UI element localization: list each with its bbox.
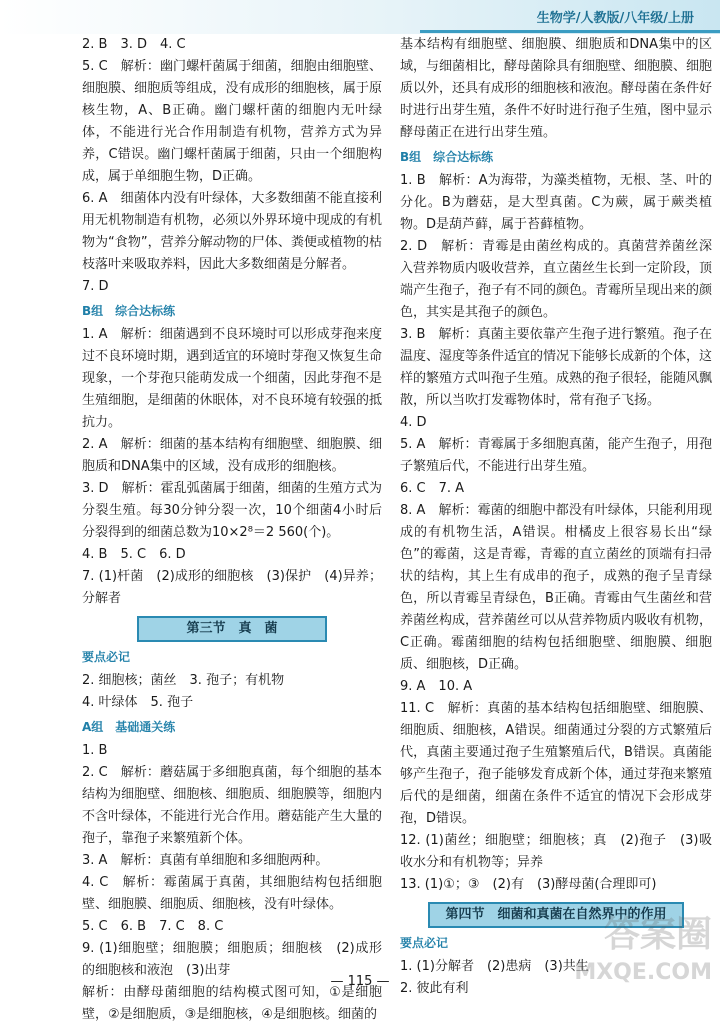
answer-item: 5. A 解析：青霉属于多细胞真菌，能产生孢子，用孢子繁殖后代，不能进行出芽生殖。 bbox=[400, 437, 712, 474]
answer-item: 5. C 解析：幽门螺杆菌属于细菌，细胞由细胞壁、细胞膜、细胞质等组成，没有成形的细胞核，属于原核生物，A、B正确。幽门螺杆菌的细胞内无叶绿体，不能进行光合作用制造有机物，营养方式为异养，C错误。幽门螺杆菌属于细菌，只由一个细胞构成，属于单细胞生物，D正确。 bbox=[82, 59, 382, 184]
section-banner: 第三节 真 菌 bbox=[137, 616, 327, 642]
left-column bbox=[82, 34, 382, 1026]
answer-item: 1. A 解析：细菌遇到不良环境时可以形成芽孢来度过不良环境时期，遇到适宜的环境时芽孢又恢复生命现象，一个芽孢只能萌发成一个细菌，因此芽孢不是生殖细胞，是细菌的休眠体，对不良环境有较强的抵抗力。 bbox=[82, 327, 382, 430]
answer-item: 基本结构有细胞壁、细胞膜、细胞质和DNA集中的区域，与细菌相比，酵母菌除具有细胞壁、细胞膜、细胞质以外，还具有成形的细胞核和液泡。酵母菌在条件好时进行出芽生殖，条件不好时进行孢子生殖，图中显示酵母菌正在进行出芽生殖。 bbox=[400, 37, 713, 140]
answer-item: 1. (1)分解者 (2)患病 (3)共生 bbox=[400, 959, 589, 974]
answer-item: 7. D bbox=[82, 279, 109, 294]
answer-item: 4. 叶绿体 5. 孢子 bbox=[82, 695, 194, 710]
answer-item: 11. C 解析：真菌的基本结构包括细胞壁、细胞膜、细胞质、细胞核，A错误。细菌通过分裂的方式繁殖后代，真菌主要通过孢子生殖繁殖后代，B错误。真菌能够产生孢子，孢子能够发育成新个体，通过芽孢来繁殖后代的是细菌，细菌在条件不适宜的情况下会形成芽孢，D错误。 bbox=[400, 701, 713, 826]
answer-item: 1. B 解析：A为海带，为藻类植物，无根、茎、叶的分化。B为蘑菇，是大型真菌。C为蕨，属于蕨类植物。D是葫芦藓，属于苔藓植物。 bbox=[400, 173, 712, 232]
answer-item: 4. C 解析：霉菌属于真菌，其细胞结构包括细胞壁、细胞膜、细胞质、细胞核，没有叶绿体。 bbox=[82, 875, 382, 912]
header-bar bbox=[420, 30, 720, 33]
answer-item: 7. (1)杆菌 (2)成形的细胞核 (3)保护 (4)异养；分解者 bbox=[82, 569, 382, 606]
watermark bbox=[542, 916, 712, 996]
section-heading: 要点必记 bbox=[82, 650, 131, 664]
answer-item: 2. 细胞核；菌丝 3. 孢子；有机物 bbox=[82, 673, 285, 688]
answer-item: 3. D 解析：霍乱弧菌属于细菌，细菌的生殖方式为分裂生殖。每30分钟分裂一次，10个细菌4小时后分裂得到的细菌总数为10×2⁸＝2 560(个)。 bbox=[82, 481, 382, 540]
answer-item: 2. A 解析：细菌的基本结构有细胞壁、细胞膜、细胞质和DNA集中的区域，没有成形的细胞核。 bbox=[82, 437, 382, 474]
answer-item: 1. B bbox=[82, 743, 108, 758]
header-title: 生物学/人教版/八年级/上册 bbox=[536, 11, 694, 26]
watermark-line2: MXQE.COM bbox=[574, 960, 712, 985]
answer-item: 4. D bbox=[400, 415, 427, 430]
watermark-line1: 答案圈 bbox=[603, 914, 712, 955]
answer-item: 5. C 6. B 7. C 8. C bbox=[82, 919, 224, 934]
answer-item: 2. C 解析：蘑菇属于多细胞真菌，每个细胞的基本结构为细胞壁、细胞核、细胞质、细胞膜等，细胞内不含叶绿体，不能进行光合作用。蘑菇能产生大量的孢子，靠孢子来繁殖新个体。 bbox=[82, 765, 382, 846]
header bbox=[0, 0, 720, 34]
section-heading: A组 基础通关练 bbox=[82, 720, 176, 734]
answer-item: 8. A 解析：霉菌的细胞中都没有叶绿体，只能利用现成的有机物生活，A错误。柑橘皮上很容易长出“绿色”的霉菌，这是青霉，青霉的直立菌丝的顶端有扫帚状的结构，其上生有成串的孢子，成熟的孢子呈青绿色，所以青霉呈青绿色，B正确。青霉由气生菌丝和营养菌丝构成，营养菌丝可以从营养物质内吸收有机物，C正确。霉菌细胞的结构包括细胞壁、细胞膜、细胞质、细胞核，D正确。 bbox=[400, 503, 713, 672]
answer-item: 2. D 解析：青霉是由菌丝构成的。真菌营养菌丝深入营养物质内吸收营养，直立菌丝生长到一定阶段，顶端产生孢子，孢子有不同的颜色。青霉所呈现出来的颜色，其实是其孢子的颜色。 bbox=[400, 239, 713, 320]
answer-item: 13. (1)①；③ (2)有 (3)酵母菌(合理即可) bbox=[400, 877, 657, 892]
answer-item: 6. C 7. A bbox=[400, 481, 465, 496]
answer-item: 9. A 10. A bbox=[400, 679, 473, 694]
answer-item: 4. B 5. C 6. D bbox=[82, 547, 186, 562]
answer-item: 12. (1)菌丝；细胞壁；细胞核；真 (2)孢子 (3)吸收水分和有机物等；异养 bbox=[400, 833, 712, 870]
right-column bbox=[400, 34, 712, 1000]
page-number: — 115 — bbox=[330, 974, 390, 989]
answer-item: 3. A 解析：真菌有单细胞和多细胞两种。 bbox=[82, 853, 329, 868]
section-heading: 要点必记 bbox=[400, 936, 449, 950]
answer-item: 9. (1)细胞壁；细胞膜；细胞质；细胞核 (2)成形的细胞核和液泡 (3)出芽 bbox=[82, 941, 382, 978]
answer-item: 6. A 细菌体内没有叶绿体，大多数细菌不能直接利用无机物制造有机物，必须以外界环境中现成的有机物为“食物”，营养分解动物的尸体、粪便或植物的枯枝落叶来吸取养料，因此大多数细菌是分解者。 bbox=[82, 191, 382, 272]
answer-item: 解析：由酵母菌细胞的结构模式图可知，①是细胞壁，②是细胞质，③是细胞核，④是细胞核。细菌的 bbox=[82, 985, 382, 1022]
answer-item: 3. B 解析：真菌主要依靠产生孢子进行繁殖。孢子在温度、湿度等条件适宜的情况下能够长成新的个体，这样的繁殖方式叫孢子生殖。成熟的孢子很轻，能随风飘散，所以当吹打发霉物体时，常有孢子飞扬。 bbox=[400, 327, 713, 408]
section-heading: B组 综合达标练 bbox=[82, 304, 176, 318]
answer-item: 2. 彼此有利 bbox=[400, 981, 469, 996]
section-heading: B组 综合达标练 bbox=[400, 150, 494, 164]
section-banner: 第四节 细菌和真菌在自然界中的作用 bbox=[428, 902, 684, 928]
answer-item: 2. B 3. D 4. C bbox=[82, 37, 186, 52]
